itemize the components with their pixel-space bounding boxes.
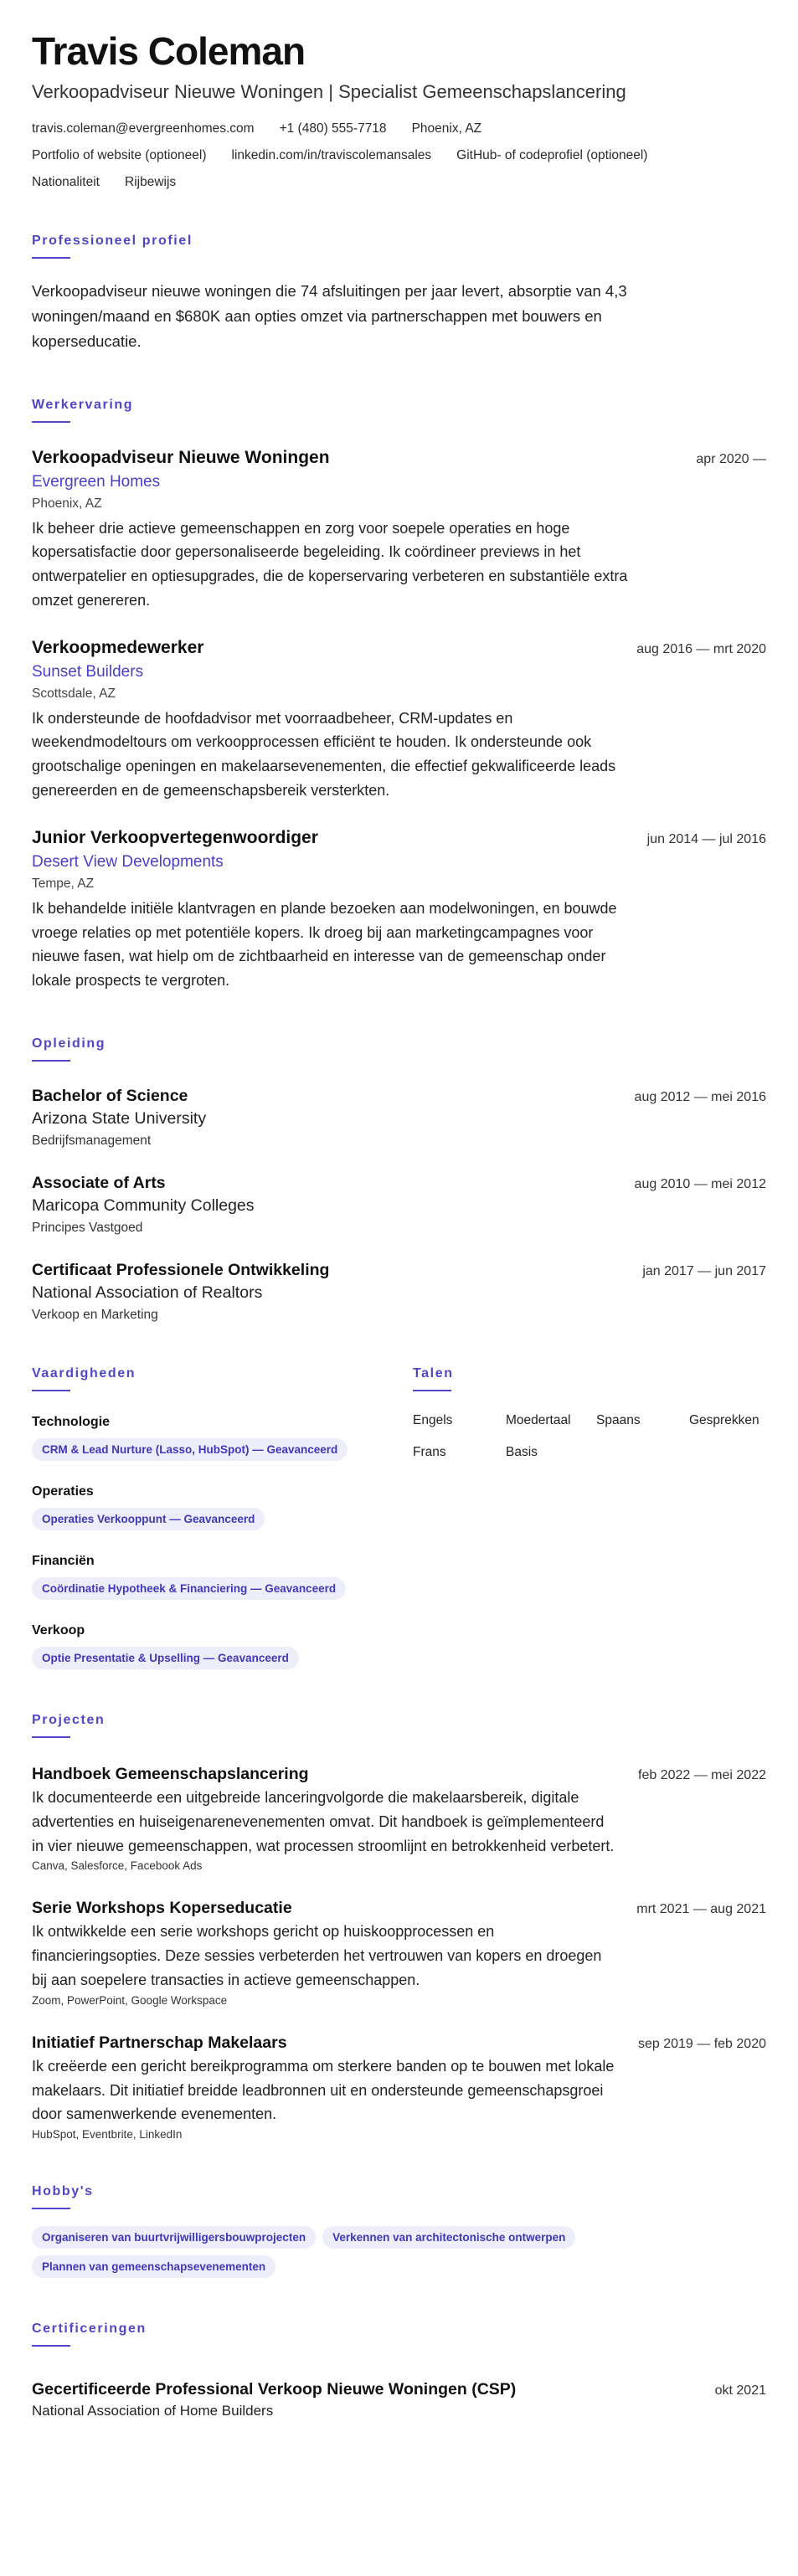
education-date: aug 2010 — mei 2012 [634,1177,766,1192]
portfolio-link[interactable]: Portfolio of website (optioneel) [32,147,207,162]
project-entry [32,1899,766,2006]
experience-entry [32,448,766,613]
contact-email[interactable]: travis.coleman@evergreenhomes.com [32,121,255,136]
job-location: Scottsdale, AZ [32,686,116,701]
job-location: Phoenix, AZ [32,496,102,511]
project-description: Ik creëerde een gericht bereikprogramma om sterkere banden op te bouwen met lokale makelaars. Dit initiatief breidde leadbronnen uit en ondersteunde gemeenschapsgroei door samenwerkende evenementen. [32,2057,615,2123]
skill-category: Operaties [32,1484,94,1499]
projects-section [32,1713,766,2141]
section-divider [32,2345,70,2347]
project-tools: Zoom, PowerPoint, Google Workspace [32,1993,228,2007]
contact-phone[interactable]: +1 (480) 555-7718 [279,121,387,136]
hobby-pill: Organiseren van buurtvrijwilligersbouwprojecten [32,2226,316,2249]
skill-pill: Coördinatie Hypotheek & Financiering — Geavanceerd [32,1577,346,1600]
languages-table [413,1413,765,1460]
section-divider [32,257,70,259]
section-divider [32,421,70,423]
section-title: Professioneel profiel [32,233,193,248]
school-name: National Association of Realtors [32,1283,263,1303]
project-date: feb 2022 — mei 2022 [638,1768,766,1783]
certification-title: Gecertificeerde Professional Verkoop Nieuwe Woningen (CSP) [32,2380,517,2399]
skill-pill: Optie Presentatie & Upselling — Geavanceerd [32,1647,299,1669]
contact-location: Phoenix, AZ [411,121,482,136]
hobbies-section [32,2184,766,2278]
section-title: Opleiding [32,1036,106,1051]
nationality: Nationaliteit [32,174,100,189]
certification-issuer: National Association of Home Builders [32,2403,274,2419]
degree-title: Associate of Arts [32,1174,166,1193]
profile-section [32,234,766,354]
certification-date: okt 2021 [714,2383,766,2399]
hobby-pill: Verkennen van architectonische ontwerpen [322,2226,575,2249]
github-link[interactable]: GitHub- of codeprofiel (optioneel) [456,147,648,162]
linkedin-link[interactable]: linkedin.com/in/traviscolemansales [231,147,432,162]
language-row [413,1413,765,1428]
skills-languages-row [32,1366,766,1669]
project-tools: Canva, Salesforce, Facebook Ads [32,1859,203,1873]
language-level: Gesprekken [689,1413,759,1428]
project-description: Ik ontwikkelde een serie workshops gericht op huiskoopprocessen en financieringsopties. Deze sessies verbeterden het vertrouwen van kopers en droegen bij aan soepelere transacties in actieve gemeenschappen. [32,1923,602,1989]
project-title: Initiatief Partnerschap Makelaars [32,2033,287,2052]
section-title: Talen [413,1366,454,1381]
job-date: aug 2016 — mrt 2020 [636,641,766,656]
study-field: Verkoop en Marketing [32,1308,158,1323]
education-section [32,1036,766,1323]
experience-entry [32,638,766,803]
profile-summary: Verkoopadviseur nieuwe woningen die 74 afsluitingen per jaar levert, absorptie van 4,3 woningen/maand en $680K aan opties omzet via partnerschappen met bouwers en koperseducatie. [32,281,627,350]
candidate-headline: Verkoopadviseur Nieuwe Woningen | Specialist Gemeenschapslancering [32,80,626,102]
experience-section [32,398,766,994]
hobby-list [32,2226,651,2278]
school-name: Arizona State University [32,1109,207,1129]
language-level: Basis [506,1445,538,1460]
contact-row [32,121,766,136]
language-level: Moedertaal [506,1413,571,1428]
degree-title: Bachelor of Science [32,1087,188,1106]
language-name: Spaans [596,1413,641,1428]
job-location: Tempe, AZ [32,876,95,891]
links-row [32,148,766,163]
education-entry [32,1174,766,1236]
company-name: Desert View Developments [32,852,224,871]
certifications-section [32,2321,766,2419]
school-name: Maricopa Community Colleges [32,1196,255,1216]
education-date: jan 2017 — jun 2017 [642,1264,766,1279]
section-divider [32,1060,70,1062]
education-date: aug 2012 — mei 2016 [634,1090,766,1105]
project-date: sep 2019 — feb 2020 [637,2036,766,2051]
job-title: Verkoopmedewerker [32,637,204,657]
skill-category: Financiën [32,1554,95,1569]
drivers-license: Rijbewijs [125,174,177,189]
education-entry [32,1087,766,1149]
job-date: jun 2014 — jul 2016 [646,831,766,846]
degree-title: Certificaat Professionele Ontwikkeling [32,1261,330,1280]
section-divider [413,1390,451,1391]
job-description: Ik beheer drie actieve gemeenschappen en zorg voor soepele operaties en hoge kopersatisfactie door gepersonaliseerde begeleiding. Ik coördineer previews in het ontwerpatelier en optiesupgrades, die de koperservaring verbeteren en substantiële extra omzet genereren. [32,519,628,609]
language-name: Frans [413,1445,446,1460]
section-divider [32,2208,70,2209]
section-divider [32,1390,70,1391]
section-title: Werkervaring [32,397,134,412]
resume-header [32,30,766,190]
skills-section [32,1366,413,1669]
language-row [413,1445,765,1460]
section-title: Projecten [32,1713,106,1728]
job-title: Junior Verkoopvertegenwoordiger [32,827,318,847]
project-title: Handboek Gemeenschapslancering [32,1765,309,1784]
education-entry [32,1261,766,1323]
skill-category: Technologie [32,1415,111,1430]
company-name: Evergreen Homes [32,472,161,491]
experience-entry [32,828,766,993]
skill-pill: Operaties Verkooppunt — Geavanceerd [32,1508,265,1530]
languages-section [413,1366,765,1669]
project-entry [32,2034,766,2141]
project-description: Ik documenteerde een uitgebreide lanceringvolgorde die makelaarsbereik, digitale advertenties en huiseigenarenevenementen omvat. Dit handboek is geïmplementeerd in vier nieuwe gemeenschappen, wat processen stroomlijnt en betrokkenheid verbetert. [32,1789,615,1854]
job-date: apr 2020 — [696,451,766,466]
study-field: Principes Vastgoed [32,1221,143,1236]
section-title: Certificeringen [32,2321,147,2337]
section-divider [32,1736,70,1738]
skill-category: Verkoop [32,1623,85,1638]
project-date: mrt 2021 — aug 2021 [636,1902,766,1917]
section-title: Vaardigheden [32,1366,136,1381]
project-tools: HubSpot, Eventbrite, LinkedIn [32,2128,183,2142]
extra-info-row [32,175,766,190]
job-description: Ik ondersteunde de hoofdadvisor met voorraadbeheer, CRM-updates en weekendmodeltours om verkoopprocessen efficiënt te houden. Ik ondersteunde ook grootschalige openingen en makelaarsevenementen, die effectief gekwalificeerde leads genereerden en de gemeenschapsbereik versterkten. [32,709,616,800]
language-name: Engels [413,1413,453,1428]
company-name: Sunset Builders [32,662,144,681]
job-title: Verkoopadviseur Nieuwe Woningen [32,447,330,467]
candidate-name: Travis Coleman [32,29,306,73]
job-description: Ik behandelde initiële klantvragen en plande bezoeken aan modelwoningen, en bouwde vroege relaties op met potentiële kopers. Ik droeg bij aan marketingcampagnes voor nieuwe fasen, wat hielp om de zichtbaarheid en interesse van de gemeenschap onder lokale prospects te vergroten. [32,899,617,990]
study-field: Bedrijfsmanagement [32,1134,152,1149]
certification-entry [32,2380,766,2419]
project-entry [32,1765,766,1872]
skill-pill: CRM & Lead Nurture (Lasso, HubSpot) — Geavanceerd [32,1438,348,1461]
hobby-pill: Plannen van gemeenschapsevenementen [32,2255,275,2278]
project-title: Serie Workshops Koperseducatie [32,1899,292,1918]
section-title: Hobby's [32,2184,94,2199]
